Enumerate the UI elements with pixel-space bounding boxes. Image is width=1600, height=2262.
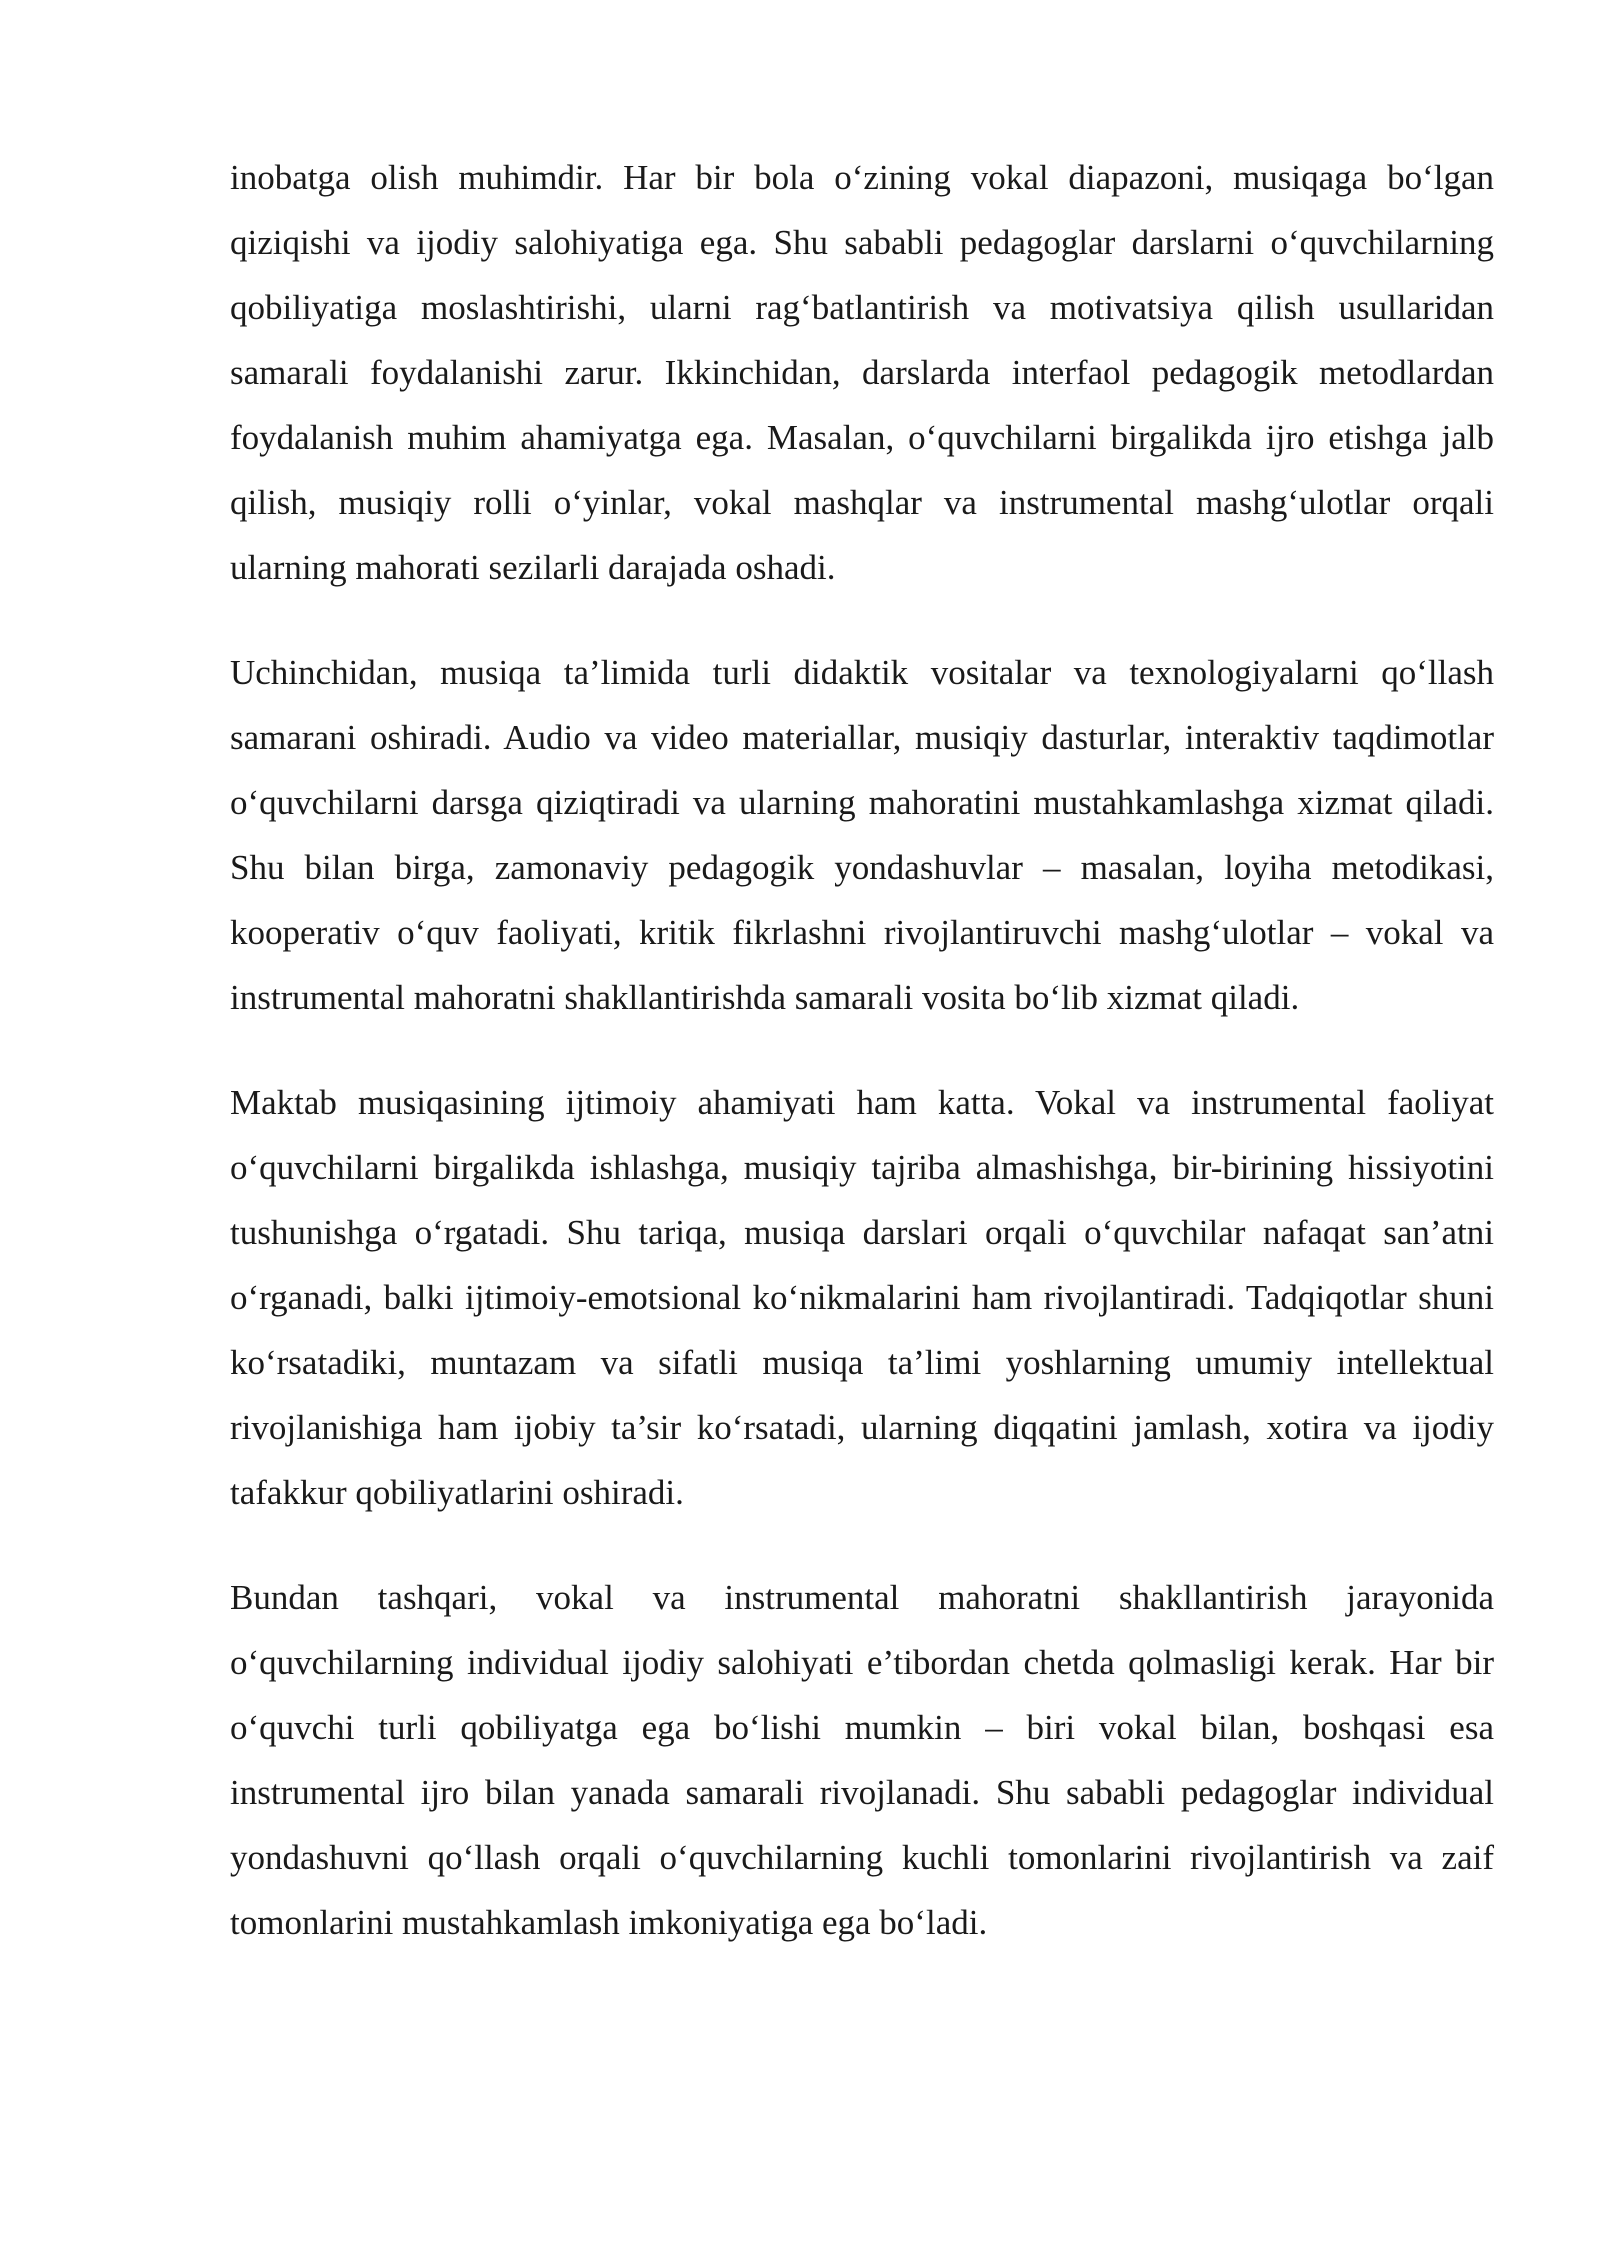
- paragraph-3: Maktab musiqasining ijtimoiy ahamiyati ham katta. Vokal va instrumental faoliyat o‘quvchilarni birgalikda ishlashga, musiqiy tajriba almashishga, bir-birining hissiyotini tushunishga o‘rgatadi. Shu tariqa, musiqa darslari orqali o‘quvchilar nafaqat san’atni o‘rganadi, balki ijtimoiy-emotsional ko‘nikmalarini ham rivojlantiradi. Tadqiqotlar shuni ko‘rsatadiki, muntazam va sifatli musiqa ta’limi yoshlarning umumiy intellektual rivojlanishiga ham ijobiy ta’sir ko‘rsatadi, ularning diqqatini jamlash, xotira va ijodiy tafakkur qobiliyatlarini oshiradi.: [230, 1083, 1494, 1512]
- paragraph-2: Uchinchidan, musiqa ta’limida turli didaktik vositalar va texnologiyalarni qo‘llash samarani oshiradi. Audio va video materiallar, musiqiy dasturlar, interaktiv taqdimotlar o‘quvchilarni darsga qiziqtiradi va ularning mahoratini mustahkamlashga xizmat qiladi. Shu bilan birga, zamonaviy pedagogik yondashuvlar – masalan, loyiha metodikasi, kooperativ o‘quv faoliyati, kritik fikrlashni rivojlantiruvchi mashg‘ulotlar – vokal va instrumental mahoratni shakllantirishda samarali vosita bo‘lib xizmat qiladi.: [230, 653, 1494, 1017]
- paragraph-1: inobatga olish muhimdir. Har bir bola o‘zining vokal diapazoni, musiqaga bo‘lgan qiziqishi va ijodiy salohiyatiga ega. Shu sababli pedagoglar darslarni o‘quvchilarning qobiliyatiga moslashtirishi, ularni rag‘batlantirish va motivatsiya qilish usullaridan samarali foydalanishi zarur. Ikkinchidan, darslarda interfaol pedagogik metodlardan foydalanish muhim ahamiyatga ega. Masalan, o‘quvchilarni birgalikda ijro etishga jalb qilish, musiqiy rolli o‘yinlar, vokal mashqlar va instrumental mashg‘ulotlar orqali ularning mahorati sezilarli darajada oshadi.: [230, 158, 1494, 587]
- document-body: [230, 145, 1494, 1995]
- paragraph-4: Bundan tashqari, vokal va instrumental mahoratni shakllantirish jarayonida o‘quvchilarning individual ijodiy salohiyati e’tibordan chetda qolmasligi kerak. Har bir o‘quvchi turli qobiliyatga ega bo‘lishi mumkin – biri vokal bilan, boshqasi esa instrumental ijro bilan yanada samarali rivojlanadi. Shu sababli pedagoglar individual yondashuvni qo‘llash orqali o‘quvchilarning kuchli tomonlarini rivojlantirish va zaif tomonlarini mustahkamlash imkoniyatiga ega bo‘ladi.: [230, 1578, 1494, 1942]
